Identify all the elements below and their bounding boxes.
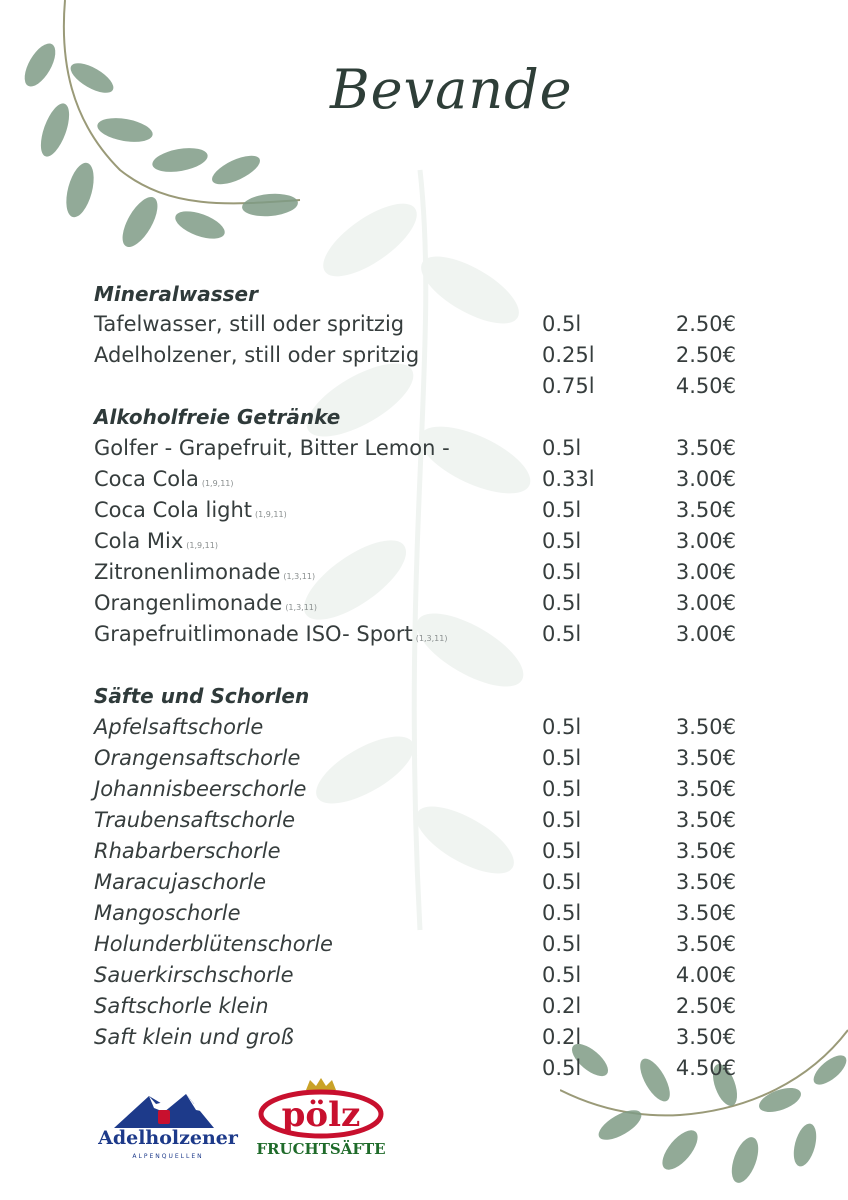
item-name: Maracujaschorle bbox=[94, 870, 267, 894]
item-price: 3.50€ bbox=[675, 901, 736, 925]
item-volume: 0.75l bbox=[542, 374, 595, 398]
menu-item bbox=[0, 436, 848, 466]
item-name: Cola Mix (1,9,11) bbox=[94, 529, 218, 553]
item-volume: 0.5l bbox=[542, 560, 582, 584]
item-price: 3.50€ bbox=[675, 839, 736, 863]
item-name: Johannisbeerschorle bbox=[94, 777, 307, 801]
svg-text:FRUCHTSÄFTE: FRUCHTSÄFTE bbox=[256, 1140, 386, 1158]
item-note: (1,3,11) bbox=[285, 603, 317, 612]
item-price: 3.00€ bbox=[675, 529, 736, 553]
item-volume: 0.5l bbox=[542, 777, 582, 801]
menu-item bbox=[0, 963, 848, 993]
item-name: Holunderblütenschorle bbox=[94, 932, 333, 956]
item-price: 4.50€ bbox=[675, 374, 736, 398]
item-volume: 0.5l bbox=[542, 808, 582, 832]
section-heading-saefte-und-schorlen: Säfte und Schorlen bbox=[94, 684, 310, 708]
menu-item bbox=[0, 498, 848, 528]
item-volume: 0.25l bbox=[542, 343, 595, 367]
item-volume: 0.33l bbox=[542, 467, 595, 491]
menu-item bbox=[0, 591, 848, 621]
item-volume: 0.5l bbox=[542, 870, 582, 894]
item-price: 3.50€ bbox=[675, 498, 736, 522]
item-volume: 0.5l bbox=[542, 932, 582, 956]
item-volume: 0.5l bbox=[542, 498, 582, 522]
item-volume: 0.5l bbox=[542, 436, 582, 460]
item-price: 3.50€ bbox=[675, 715, 736, 739]
item-name: Zitronenlimonade (1,3,11) bbox=[94, 560, 316, 584]
adelholzener-logo bbox=[94, 1088, 242, 1164]
menu-item bbox=[0, 839, 848, 869]
item-price: 4.50€ bbox=[675, 1056, 736, 1080]
item-volume: 0.5l bbox=[542, 1056, 582, 1080]
item-price: 3.50€ bbox=[675, 808, 736, 832]
menu-item bbox=[0, 777, 848, 807]
item-volume: 0.5l bbox=[542, 591, 582, 615]
item-volume: 0.5l bbox=[542, 529, 582, 553]
menu-item bbox=[0, 343, 848, 373]
item-name: Sauerkirschschorle bbox=[94, 963, 294, 987]
item-price: 4.00€ bbox=[675, 963, 736, 987]
item-name: Mangoschorle bbox=[94, 901, 241, 925]
menu-item bbox=[0, 374, 848, 404]
menu-item bbox=[0, 1056, 848, 1086]
item-name: Coca Cola light (1,9,11) bbox=[94, 498, 287, 522]
item-price: 2.50€ bbox=[675, 994, 736, 1018]
item-note: (1,9,11) bbox=[255, 510, 287, 519]
item-price: 3.50€ bbox=[675, 746, 736, 770]
menu-item bbox=[0, 715, 848, 745]
item-volume: 0.5l bbox=[542, 746, 582, 770]
item-name: Grapefruitlimonade ISO- Sport (1,3,11) bbox=[94, 622, 448, 646]
polz-fruchtsaefte-logo bbox=[254, 1076, 388, 1160]
item-note: (1,3,11) bbox=[415, 634, 448, 643]
section-heading-mineralwasser: Mineralwasser bbox=[94, 282, 258, 306]
item-price: 3.50€ bbox=[675, 777, 736, 801]
item-name: Coca Cola (1,9,11) bbox=[94, 467, 234, 491]
menu-item bbox=[0, 746, 848, 776]
item-price: 3.00€ bbox=[675, 560, 736, 584]
item-price: 3.50€ bbox=[675, 1025, 736, 1049]
item-note: (1,9,11) bbox=[201, 479, 234, 488]
menu-item bbox=[0, 901, 848, 931]
item-volume: 0.5l bbox=[542, 963, 582, 987]
leaf-branch-top-left bbox=[0, 0, 310, 260]
item-price: 3.50€ bbox=[675, 932, 736, 956]
item-name: Traubensaftschorle bbox=[94, 808, 296, 832]
item-volume: 0.2l bbox=[542, 1025, 582, 1049]
item-name: Saft klein und groß bbox=[94, 1025, 294, 1049]
item-price: 3.00€ bbox=[675, 622, 736, 646]
menu-item bbox=[0, 994, 848, 1024]
menu-item bbox=[0, 467, 848, 497]
menu-title: Bevande bbox=[330, 58, 573, 121]
section-heading-alkoholfreie-getraenke: Alkoholfreie Getränke bbox=[94, 405, 341, 429]
item-note: (1,3,11) bbox=[283, 572, 316, 581]
item-name: Tafelwasser, still oder spritzig bbox=[94, 312, 405, 336]
menu-item bbox=[0, 870, 848, 900]
item-name: Golfer - Grapefruit, Bitter Lemon - bbox=[94, 436, 450, 460]
menu-item bbox=[0, 808, 848, 838]
item-name: Rhabarberschorle bbox=[94, 839, 281, 863]
menu-item bbox=[0, 1025, 848, 1055]
item-volume: 0.5l bbox=[542, 715, 582, 739]
menu-item bbox=[0, 529, 848, 559]
item-name: Saftschorle klein bbox=[94, 994, 269, 1018]
item-price: 2.50€ bbox=[675, 343, 736, 367]
svg-text:pölz: pölz bbox=[281, 1095, 361, 1135]
item-price: 3.00€ bbox=[675, 591, 736, 615]
item-name: Adelholzener, still oder spritzig bbox=[94, 343, 420, 367]
item-note: (1,9,11) bbox=[186, 541, 218, 550]
item-name: Apfelsaftschorle bbox=[94, 715, 264, 739]
item-price: 3.00€ bbox=[675, 467, 736, 491]
item-volume: 0.5l bbox=[542, 312, 582, 336]
item-volume: 0.5l bbox=[542, 622, 582, 646]
svg-text:Adelholzener: Adelholzener bbox=[98, 1127, 238, 1149]
svg-text:ALPENQUELLEN: ALPENQUELLEN bbox=[132, 1153, 204, 1160]
item-price: 3.50€ bbox=[675, 436, 736, 460]
menu-item bbox=[0, 312, 848, 342]
item-volume: 0.5l bbox=[542, 839, 582, 863]
item-volume: 0.5l bbox=[542, 901, 582, 925]
item-price: 2.50€ bbox=[675, 312, 736, 336]
item-name: Orangenlimonade (1,3,11) bbox=[94, 591, 317, 615]
item-price: 3.50€ bbox=[675, 870, 736, 894]
menu-item bbox=[0, 560, 848, 590]
menu-item bbox=[0, 932, 848, 962]
menu-item bbox=[0, 622, 848, 652]
item-volume: 0.2l bbox=[542, 994, 582, 1018]
item-name: Orangensaftschorle bbox=[94, 746, 301, 770]
